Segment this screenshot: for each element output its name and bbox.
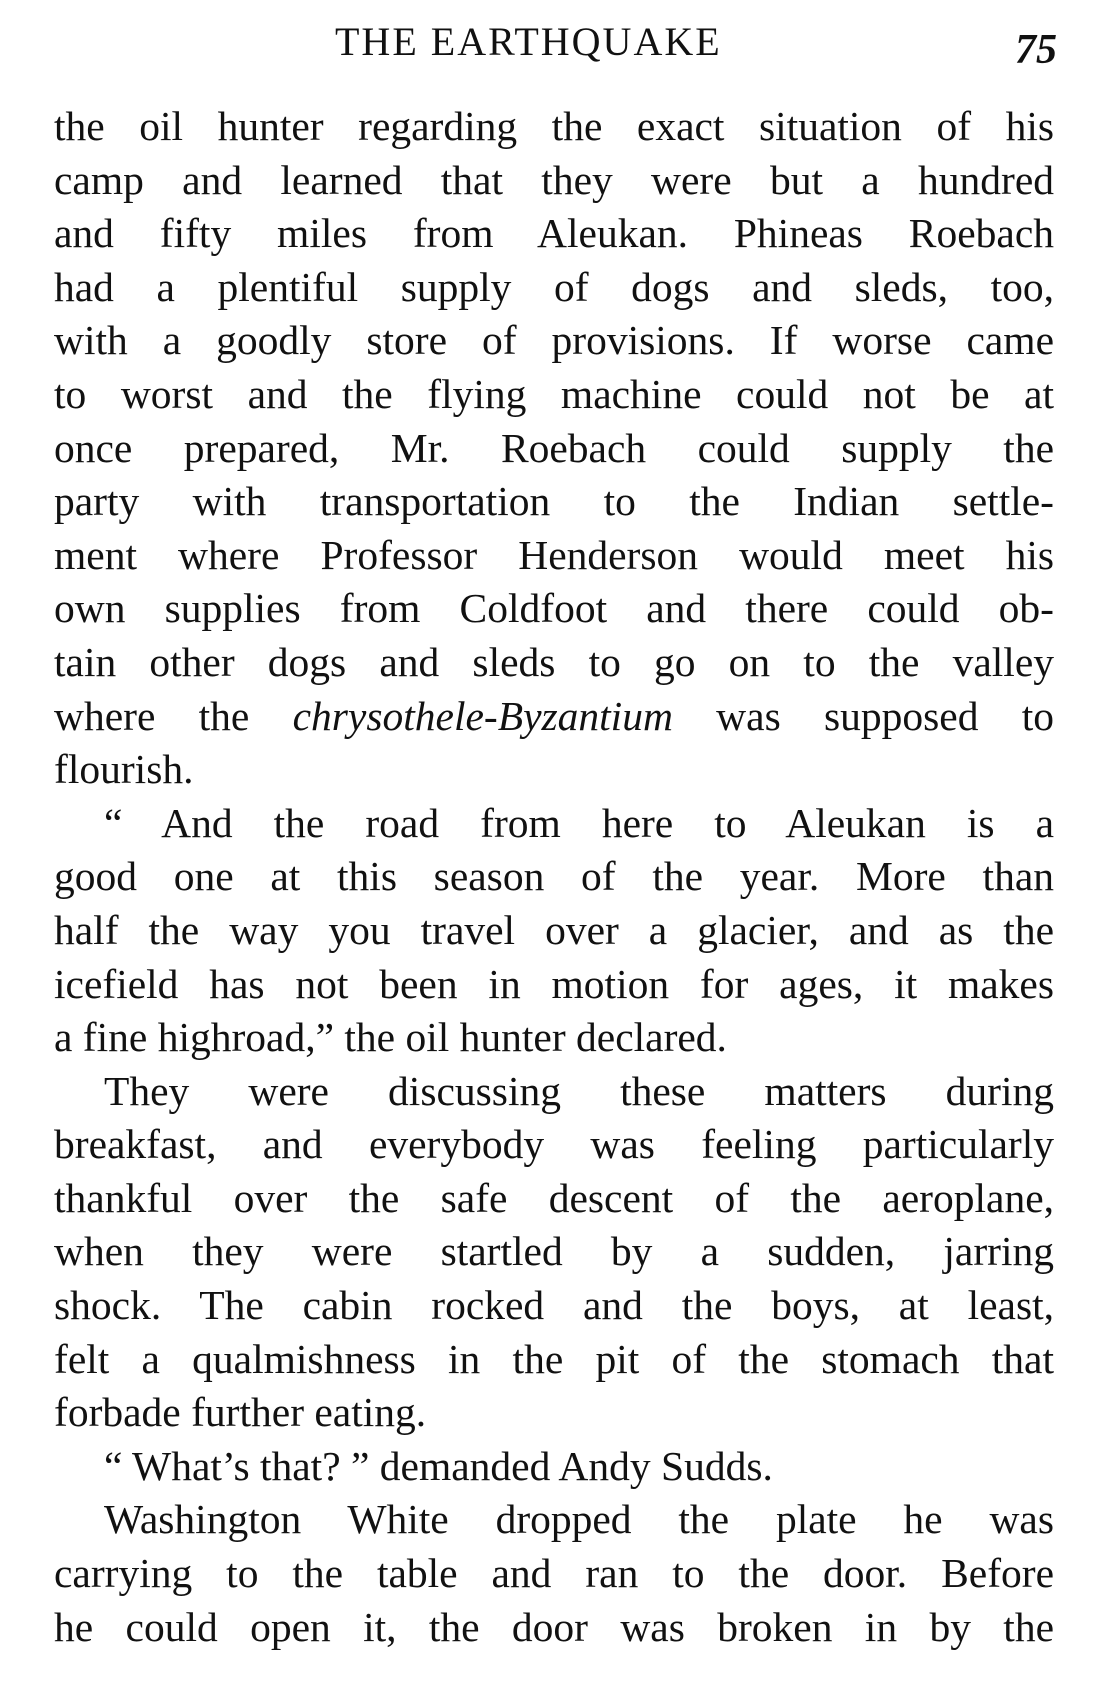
text-line: felt a qualmishness in the pit of the stomach that xyxy=(54,1335,1054,1382)
text-line: a fine highroad,” the oil hunter declared. xyxy=(54,1014,727,1061)
text-line: “ And the road from here to Aleukan is a xyxy=(104,799,1054,846)
text-line: tain other dogs and sleds to go on to the valley xyxy=(54,638,1054,685)
text-line: Washington White dropped the plate he was xyxy=(104,1496,1054,1543)
text-line: thankful over the safe descent of the aeroplane, xyxy=(54,1174,1054,1221)
page-number: 75 xyxy=(1015,27,1057,73)
text-line: half the way you travel over a glacier, and as the xyxy=(54,906,1054,953)
text-line: icefield has not been in motion for ages, it makes xyxy=(54,960,1054,1007)
text-line: party with transportation to the Indian settle- xyxy=(54,478,1054,525)
text-line-with-italic xyxy=(54,690,1054,744)
text-line: ment where Professor Henderson would meet his xyxy=(54,531,1054,578)
text-line: “ What’s that? ” demanded Andy Sudds. xyxy=(104,1442,773,1489)
text-line: had a plentiful supply of dogs and sleds, too, xyxy=(54,263,1054,310)
text-line: They were discussing these matters during xyxy=(104,1067,1054,1114)
text-line: forbade further eating. xyxy=(54,1389,427,1436)
paragraph xyxy=(54,1493,1054,1654)
paragraph xyxy=(54,100,1054,797)
running-head xyxy=(0,14,1097,74)
text-run: where the xyxy=(54,692,293,739)
text-line: with a goodly store of provisions. If worse came xyxy=(54,317,1054,364)
body-text xyxy=(54,100,1054,1654)
paragraph xyxy=(54,1065,1054,1440)
text-line: and fifty miles from Aleukan. Phineas Roebach xyxy=(54,210,1054,257)
text-run: was supposed to xyxy=(672,692,1054,739)
text-line: he could open it, the door was broken in by the xyxy=(54,1603,1054,1650)
text-line: carrying to the table and ran to the door. Before xyxy=(54,1550,1054,1597)
chapter-title: THE EARTHQUAKE xyxy=(335,19,722,64)
text-line: once prepared, Mr. Roebach could supply the xyxy=(54,424,1054,471)
text-line: the oil hunter regarding the exact situation of his xyxy=(54,103,1054,149)
text-line: shock. The cabin rocked and the boys, at least, xyxy=(54,1282,1054,1329)
text-line: breakfast, and everybody was feeling particularly xyxy=(54,1121,1054,1168)
text-line: camp and learned that they were but a hundred xyxy=(54,156,1054,203)
text-line: when they were startled by a sudden, jarring xyxy=(54,1228,1054,1275)
text-line: good one at this season of the year. More than xyxy=(54,853,1054,900)
paragraph xyxy=(54,1440,1054,1494)
text-line: to worst and the flying machine could not be at xyxy=(54,370,1054,417)
italic-species-name: chrysothele-Byzantium xyxy=(292,692,673,739)
text-line: flourish. xyxy=(54,746,194,793)
paragraph xyxy=(54,797,1054,1065)
text-line: own supplies from Coldfoot and there could ob- xyxy=(54,585,1054,632)
